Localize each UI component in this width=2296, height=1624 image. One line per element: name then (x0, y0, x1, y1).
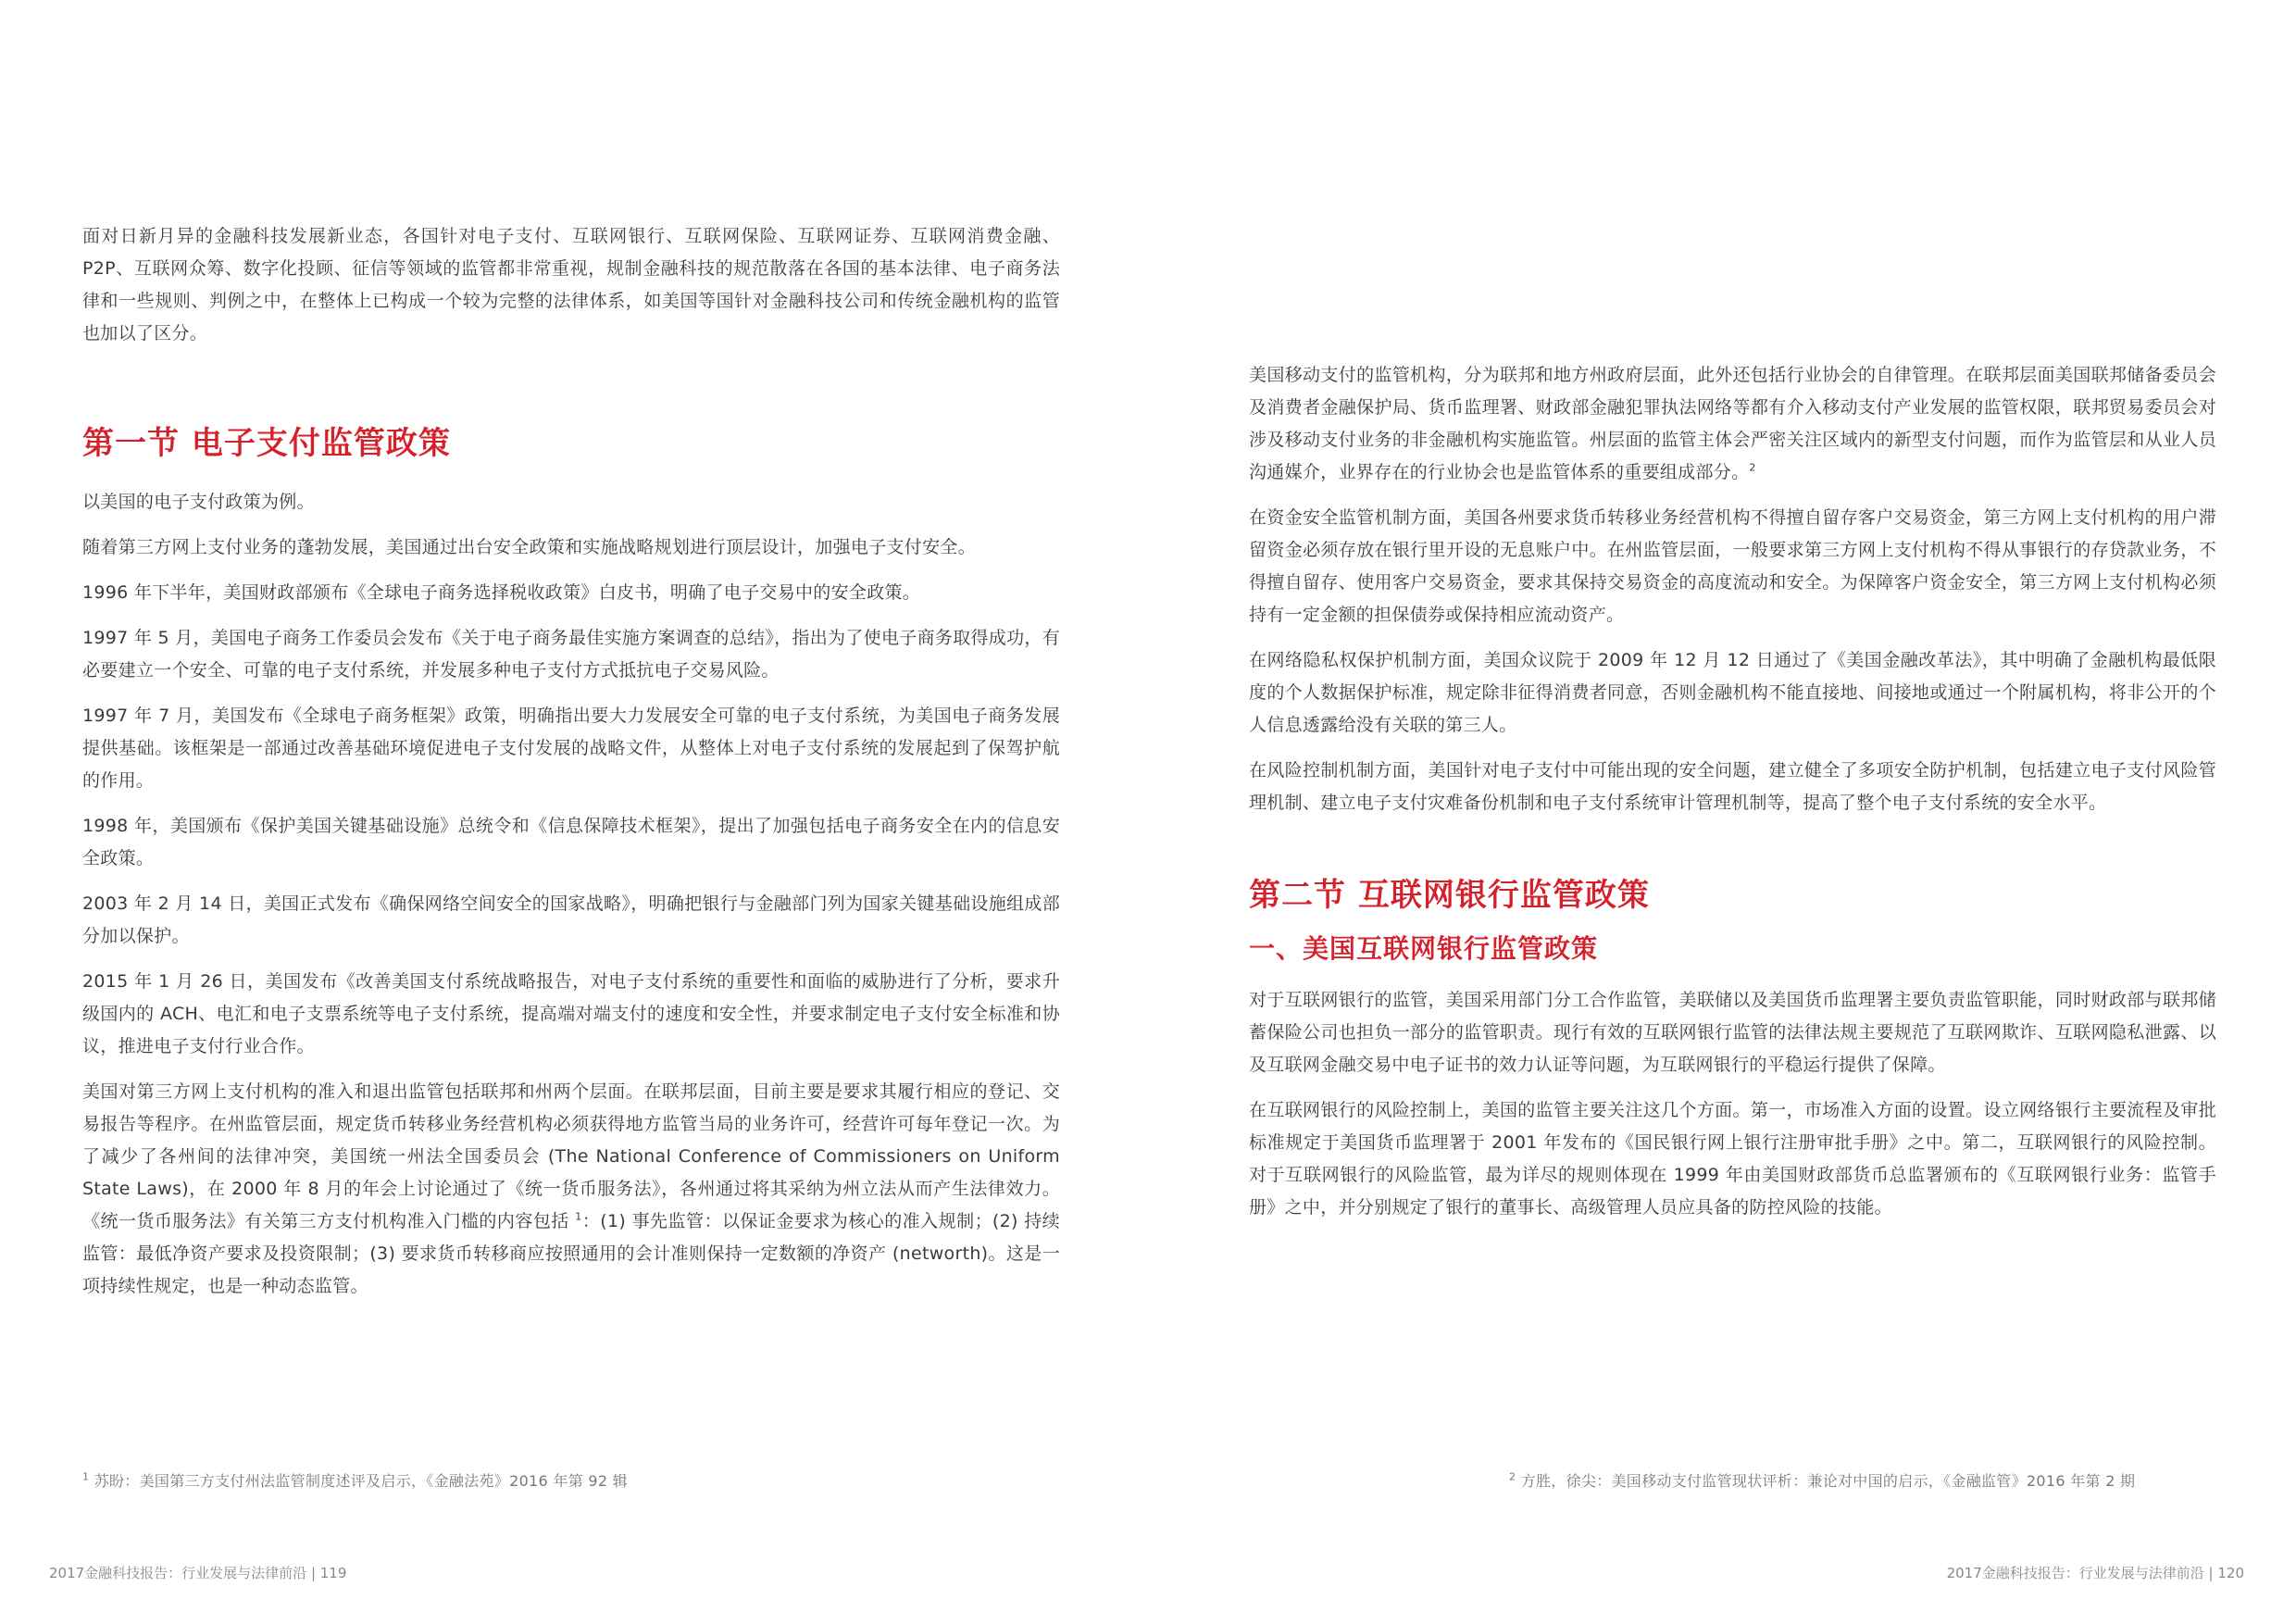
paragraph-text: 美国对第三方网上支付机构的准入和退出监管包括联邦和州两个层面。在联邦层面，目前主要是要求其履行相应的登记、交易报告等程序。在州监管层面，规定货币转移业务经营机构必须获得地方监管当局的业务许可，经营许可每年登记一次。为了减少了各州间的法律冲突，美国统一州法全国委员会 (The National Conference of Commissioners on Uniform State Laws)，在 2000 年 8 月的年会上讨论通过了《统一货币服务法》，各州通过将其采纳为州立法从而产生法律效力。《统一货币服务法》有关第三方支付机构准入门槛的内容包括 (82, 1081, 1060, 1231)
footnote-left (82, 1469, 628, 1491)
body-paragraph: 2015 年 1 月 26 日，美国发布《改善美国支付系统战略报告，对电子支付系统的重要性和面临的威胁进行了分析，要求升级国内的 ACH、电汇和电子支票系统等电子支付系统，提高端对端支付的速度和安全性，并要求制定电子支付安全标准和协议，推进电子支付行业合作。 (82, 971, 1060, 1056)
body-paragraph: 在网络隐私权保护机制方面，美国众议院于 2009 年 12 月 12 日通过了《美国金融改革法》，其中明确了金融机构最低限度的个人数据保护标准，规定除非征得消费者同意，否则金融机构不能直接地、间接地或通过一个附属机构，将非公开的个人信息透露给没有关联的第三人。 (1249, 650, 2216, 735)
body-paragraph-regulators (1249, 359, 2216, 489)
body-paragraph: 在资金安全监管机制方面，美国各州要求货币转移业务经营机构不得擅自留存客户交易资金，第三方网上支付机构的用户滞留资金必须存放在银行里开设的无息账户中。在州监管层面，一般要求第三方网上支付机构不得从事银行的存贷款业务，不得擅自留存、使用客户交易资金，要求其保持交易资金的高度流动和安全。为保障客户资金安全，第三方网上支付机构必须持有一定金额的担保债券或保持相应流动资产。 (1249, 507, 2216, 625)
body-paragraph: 在互联网银行的风险控制上，美国的监管主要关注这几个方面。第一，市场准入方面的设置。设立网络银行主要流程及审批标准规定于美国货币监理署于 2001 年发布的《国民银行网上银行注册审批手册》之中。第二，互联网银行的风险控制。对于互联网银行的风险监管，最为详尽的规则体现在 1999 年由美国财政部货币总监署颁布的《互联网银行业务：监管手册》之中，并分别规定了银行的董事长、高级管理人员应具备的防控风险的技能。 (1249, 1100, 2216, 1218)
right-page-column (1249, 359, 2216, 1237)
body-paragraph: 1998 年，美国颁布《保护美国关键基础设施》总统令和《信息保障技术框架》，提出了加强包括电子商务安全在内的信息安全政策。 (82, 816, 1060, 868)
body-paragraph: 2003 年 2 月 14 日，美国正式发布《确保网络空间安全的国家战略》，明确把银行与金融部门列为国家关键基础设施组成部分加以保护。 (82, 893, 1060, 946)
body-paragraph-market-entry (82, 1076, 1060, 1303)
left-page-column (82, 220, 1060, 1316)
body-paragraph: 1996 年下半年，美国财政部颁布《全球电子商务选择税收政策》白皮书，明确了电子交易中的安全政策。 (82, 582, 921, 603)
body-paragraph: 1997 年 7 月，美国发布《全球电子商务框架》政策，明确指出要大力发展安全可靠的电子支付系统，为美国电子商务发展提供基础。该框架是一部通过改善基础环境促进电子支付发展的战略文件，从整体上对电子支付系统的发展起到了保驾护航的作用。 (82, 706, 1060, 791)
paragraph-text: ：(1) 事先监管：以保证金要求为核心的准入规制；(2) 持续监管：最低净资产要求及投资限制；(3) 要求货币转移商应按照通用的会计准则保持一定数额的净资产 (networth)。这是一项持续性规定，也是一种动态监管。 (82, 1211, 1060, 1296)
subsection-title-us-internet-banking: 一、美国互联网银行监管政策 (1249, 933, 1599, 964)
footnote-ref-2: 2 (1749, 461, 1756, 474)
body-paragraph: 在风险控制机制方面，美国针对电子支付中可能出现的安全问题，建立健全了多项安全防护机制，包括建立电子支付风险管理机制、建立电子支付灾难备份机制和电子支付系统审计管理机制等，提高了整个电子支付系统的安全水平。 (1249, 760, 2216, 813)
footnote-text: 苏盼：美国第三方支付州法监管制度述评及启示，《金融法苑》2016 年第 92 辑 (94, 1472, 629, 1490)
footnote-ref-1: 1 (575, 1210, 582, 1223)
section-title-internet-banking: 第二节 互联网银行监管政策 (1249, 877, 1650, 914)
footnote-number: 2 (1509, 1470, 1516, 1483)
footnote-number: 1 (82, 1470, 90, 1483)
body-paragraph: 1997 年 5 月，美国电子商务工作委员会发布《关于电子商务最佳实施方案调查的总结》，指出为了使电子商务取得成功，有必要建立一个安全、可靠的电子支付系统，并发展多种电子支付方式抵抗电子交易风险。 (82, 628, 1060, 681)
body-paragraph: 以美国的电子支付政策为例。 (82, 492, 315, 512)
footnote-right (1509, 1469, 2135, 1491)
body-paragraph: 对于互联网银行的监管，美国采用部门分工合作监管，美联储以及美国货币监理署主要负责监管职能，同时财政部与联邦储蓄保险公司也担负一部分的监管职责。现行有效的互联网银行监管的法律法规主要规范了互联网欺诈、互联网隐私泄露、以及互联网金融交易中电子证书的效力认证等问题，为互联网银行的平稳运行提供了保障。 (1249, 990, 2216, 1075)
footnote-text: 方胜，徐尖：美国移动支付监管现状评析：兼论对中国的启示，《金融监管》2016 年第 2 期 (1520, 1472, 2136, 1490)
page-footer-left: 2017金融科技报告：行业发展与法律前沿 | 119 (49, 1565, 347, 1581)
intro-paragraph: 面对日新月异的金融科技发展新业态，各国针对电子支付、互联网银行、互联网保险、互联网证券、互联网消费金融、P2P、互联网众筹、数字化投顾、征信等领域的监管都非常重视，规制金融科技的规范散落在各国的基本法律、电子商务法律和一些规则、判例之中，在整体上已构成一个较为完整的法律体系，如美国等国针对金融科技公司和传统金融机构的监管也加以了区分。 (82, 226, 1060, 344)
body-paragraph: 随着第三方网上支付业务的蓬勃发展，美国通过出台安全政策和实施战略规划进行顶层设计，加强电子支付安全。 (82, 537, 977, 557)
section-title-electronic-payment: 第一节 电子支付监管政策 (82, 425, 451, 462)
page-footer-right: 2017金融科技报告：行业发展与法律前沿 | 120 (1946, 1565, 2244, 1581)
paragraph-text: 美国移动支付的监管机构，分为联邦和地方州政府层面，此外还包括行业协会的自律管理。在联邦层面美国联邦储备委员会及消费者金融保护局、货币监理署、财政部金融犯罪执法网络等都有介入移动支付产业发展的监管权限，联邦贸易委员会对涉及移动支付业务的非金融机构实施监管。州层面的监管主体会严密关注区域内的新型支付问题，而作为监管层和从业人员沟通媒介，业界存在的行业协会也是监管体系的重要组成部分。 (1249, 365, 2216, 482)
